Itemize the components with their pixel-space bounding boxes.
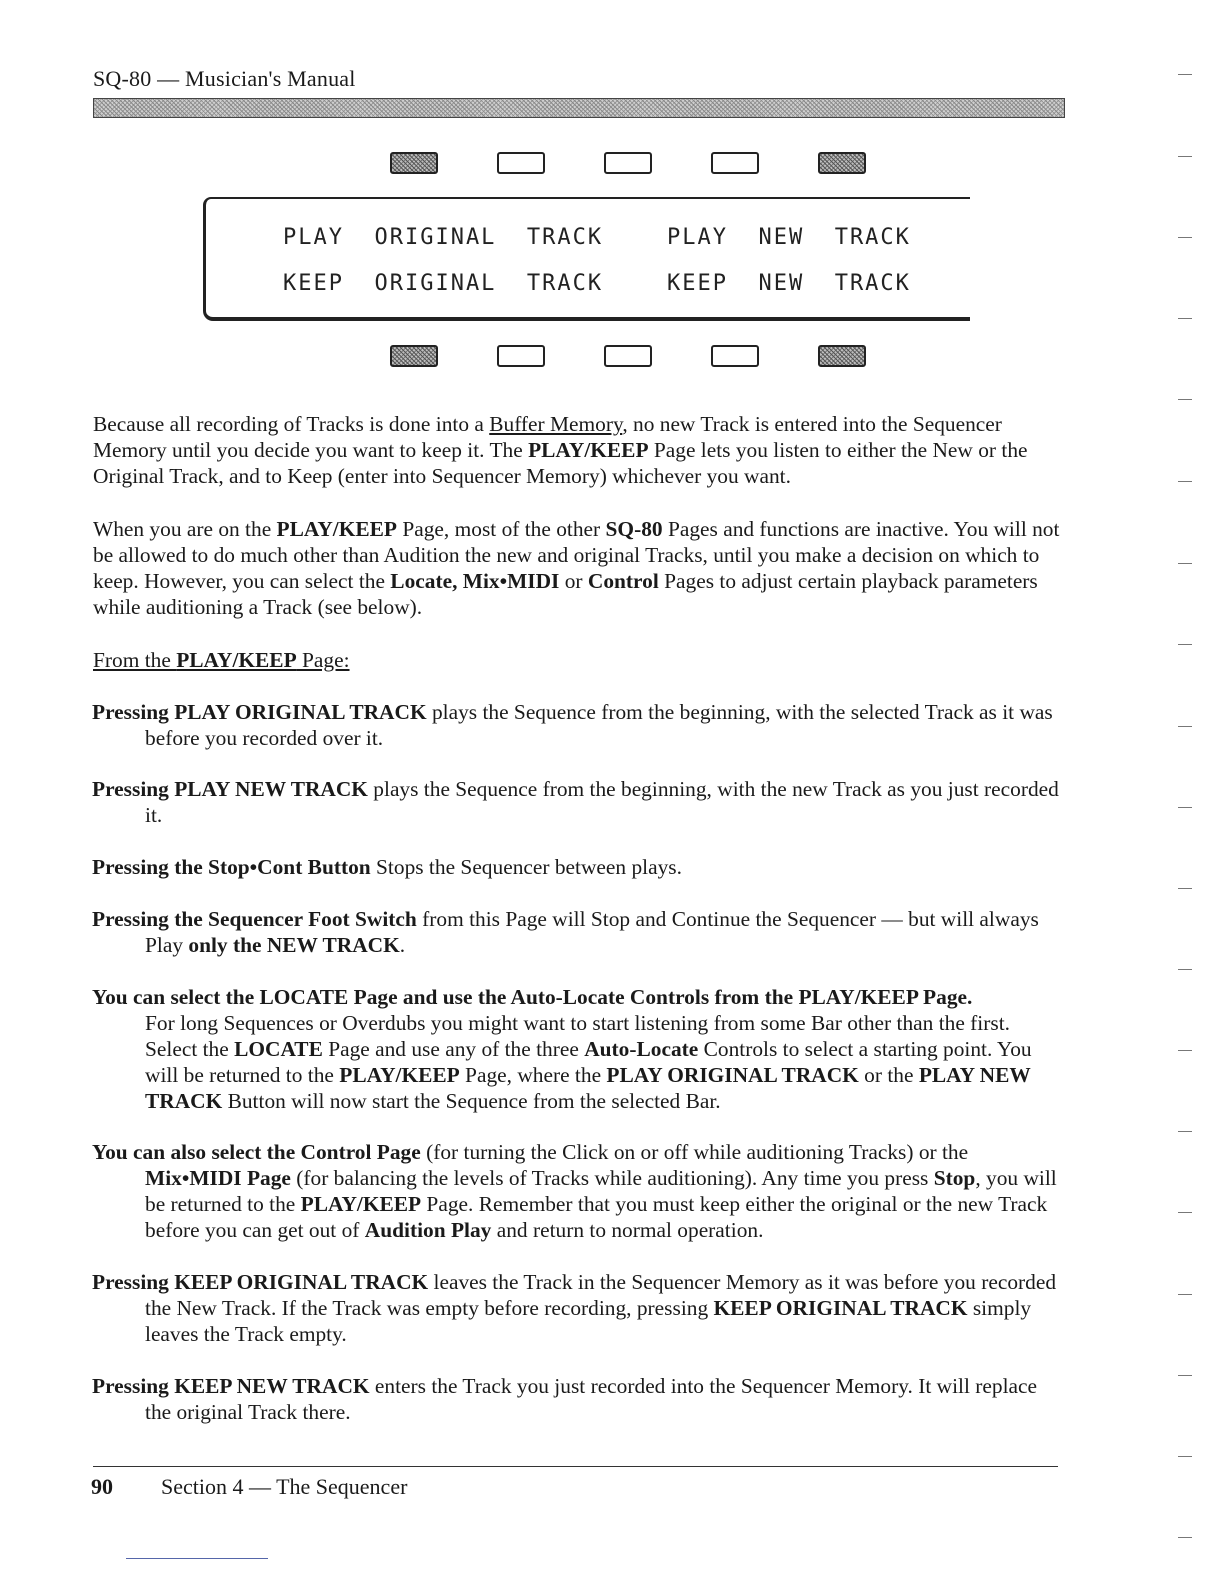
soft-button-bottom-5[interactable] <box>818 345 866 367</box>
scan-edge-marks <box>1178 0 1198 1584</box>
item-control-page: You can also select the Control Page (for turning the Click on or off while auditioning Tracks) or the Mix•MIDI Page (for balancing the levels of Tracks while auditioning). Any time you press Stop, you will be returned to the PLAY/KEEP Page. Remember that you must keep either the original or the new Track before you can get out of Audition Play and return to normal operation. <box>92 1140 1057 1242</box>
page-number: 90 <box>91 1474 113 1499</box>
soft-button-top-1[interactable] <box>390 152 438 174</box>
running-header: SQ-80 — Musician's Manual <box>93 66 356 91</box>
lcd-play-original: PLAY ORIGINAL TRACK <box>283 225 604 250</box>
soft-button-top-4[interactable] <box>711 152 759 174</box>
from-page-heading: From the PLAY/KEEP Page: <box>93 648 350 672</box>
soft-button-top-2[interactable] <box>497 152 545 174</box>
lcd-display <box>203 197 970 321</box>
top-button-row <box>0 152 1224 176</box>
item-keep-new: Pressing KEEP NEW TRACK enters the Track you just recorded into the Sequencer Memory. It will replace the original Track there. <box>92 1374 1038 1424</box>
lcd-keep-original: KEEP ORIGINAL TRACK <box>283 271 604 296</box>
intro-paragraph-2: When you are on the PLAY/KEEP Page, most of the other SQ-80 Pages and functions are inactive. You will not be allowed to do much other than Audition the new and original Tracks, until you make a decision on which to keep. However, you can select the Locate, Mix•MIDI or Control Pages to adjust certain playback parameters while auditioning a Track (see below). <box>93 517 1060 619</box>
bottom-button-row <box>0 345 1224 369</box>
soft-button-top-3[interactable] <box>604 152 652 174</box>
soft-button-bottom-4[interactable] <box>711 345 759 367</box>
buffer-memory-link: Buffer Memory <box>489 412 623 436</box>
soft-button-bottom-1[interactable] <box>390 345 438 367</box>
item-foot-switch: Pressing the Sequencer Foot Switch from this Page will Stop and Continue the Sequencer — but will always Play only the NEW TRACK. <box>92 907 1039 957</box>
item-play-new: Pressing PLAY NEW TRACK plays the Sequence from the beginning, with the new Track as you just recorded it. <box>92 777 1059 827</box>
item-play-original: Pressing PLAY ORIGINAL TRACK plays the Sequence from the beginning, with the selected Track as it was before you recorded over it. <box>92 700 1053 750</box>
lcd-keep-new: KEEP NEW TRACK <box>667 271 911 296</box>
soft-button-top-5[interactable] <box>818 152 866 174</box>
footer-rule <box>93 1466 1058 1467</box>
header-rule-bar <box>93 98 1065 118</box>
soft-button-bottom-3[interactable] <box>604 345 652 367</box>
item-locate: You can select the LOCATE Page and use the Auto-Locate Controls from the PLAY/KEEP Page. For long Sequences or Overdubs you might want to start listening from some Bar other than the first. Select the LOCATE Page and use any of the three Auto-Locate Controls to select a starting point. You will be returned to the PLAY/KEEP Page, where the PLAY ORIGINAL TRACK or the PLAY NEW TRACK Button will now start the Sequence from the selected Bar. <box>92 985 1032 1113</box>
scan-bottom-line <box>126 1558 268 1559</box>
lcd-play-new: PLAY NEW TRACK <box>667 225 911 250</box>
footer-section: Section 4 — The Sequencer <box>161 1474 408 1499</box>
item-stop-cont: Pressing the Stop•Cont Button Stops the Sequencer between plays. <box>92 855 682 879</box>
intro-paragraph-1: Because all recording of Tracks is done into a Buffer Memory, no new Track is entered into the Sequencer Memory until you decide you want to keep it. The PLAY/KEEP Page lets you listen to either the New or the Original Track, and to Keep (enter into Sequencer Memory) whichever you want. <box>93 412 1028 488</box>
item-keep-original: Pressing KEEP ORIGINAL TRACK leaves the Track in the Sequencer Memory as it was before you recorded the New Track. If the Track was empty before recording, pressing KEEP ORIGINAL TRACK simply leaves the Track empty. <box>92 1270 1057 1346</box>
soft-button-bottom-2[interactable] <box>497 345 545 367</box>
